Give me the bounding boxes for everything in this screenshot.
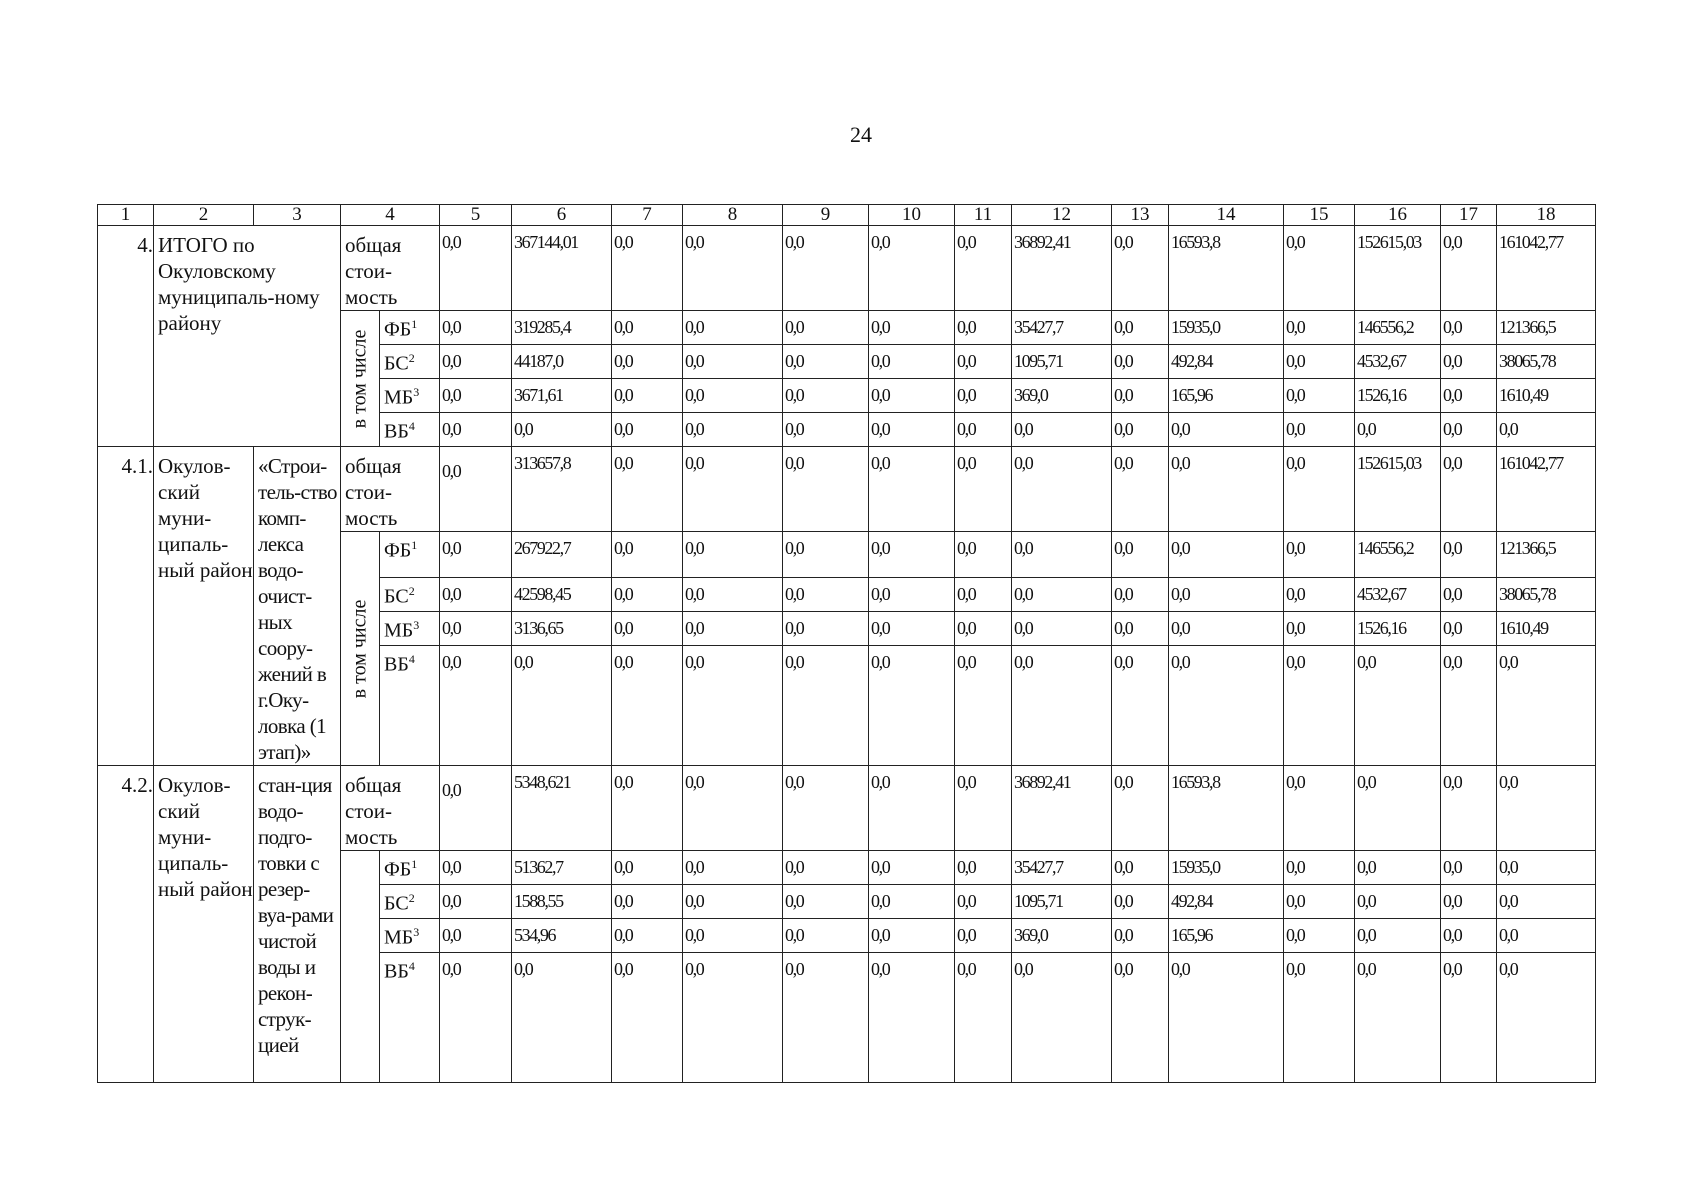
funding-source-label: [380, 345, 440, 379]
total-cost-label: общая стои-мость: [341, 226, 440, 311]
source-value: 1610,49: [1497, 379, 1596, 413]
column-number: 18: [1497, 205, 1596, 226]
column-number: 2: [154, 205, 254, 226]
source-value: 0,0: [1355, 413, 1441, 447]
total-value: 0,0: [683, 447, 783, 532]
source-value: 1526,16: [1355, 379, 1441, 413]
source-value: 0,0: [612, 379, 683, 413]
footnote-marker: 3: [413, 618, 420, 632]
footnote-marker: 3: [413, 925, 420, 939]
source-value: 38065,78: [1497, 345, 1596, 379]
source-value: 0,0: [683, 578, 783, 612]
funding-source-code: ВБ: [384, 420, 409, 443]
project-name: «Строи-тель-ство комп-лекса водо-очист-ных соору-жений в г.Оку-ловка (1 этап)»: [254, 447, 341, 766]
source-value: 0,0: [955, 578, 1012, 612]
source-value: 15935,0: [1169, 311, 1284, 345]
total-value: 0,0: [869, 447, 955, 532]
total-value: 0,0: [440, 226, 512, 311]
funding-source-code: ВБ: [384, 960, 409, 983]
column-number: 12: [1012, 205, 1112, 226]
source-value: 0,0: [1284, 851, 1355, 885]
source-value: 0,0: [1441, 532, 1497, 578]
source-value: 0,0: [1169, 578, 1284, 612]
total-value: 0,0: [1112, 766, 1169, 851]
total-cost-label: общая стои-мость: [341, 766, 440, 851]
table-body: [98, 205, 1596, 1083]
funding-source-label: [380, 532, 440, 578]
source-value: 0,0: [1012, 532, 1112, 578]
source-value: 0,0: [1112, 646, 1169, 766]
source-value: 0,0: [683, 612, 783, 646]
source-value: 0,0: [1012, 612, 1112, 646]
total-value: 0,0: [612, 766, 683, 851]
source-value: 0,0: [955, 953, 1012, 1083]
footnote-marker: 2: [408, 584, 415, 598]
budget-table: [97, 204, 1596, 1083]
total-value: 367144,01: [512, 226, 612, 311]
source-value: 0,0: [1497, 413, 1596, 447]
source-value: 0,0: [1441, 851, 1497, 885]
source-value: 0,0: [1112, 612, 1169, 646]
source-value: 0,0: [1284, 379, 1355, 413]
source-value: 0,0: [440, 413, 512, 447]
funding-source-code: ФБ: [384, 858, 412, 881]
source-value: 0,0: [683, 919, 783, 953]
total-value: 0,0: [1012, 447, 1112, 532]
source-value: 0,0: [1497, 953, 1596, 1083]
source-value: 4532,67: [1355, 345, 1441, 379]
source-value: 0,0: [683, 379, 783, 413]
source-value: 0,0: [1355, 919, 1441, 953]
total-value: 0,0: [783, 766, 869, 851]
total-value: 0,0: [440, 766, 512, 851]
source-value: 0,0: [1169, 413, 1284, 447]
source-value: 0,0: [1284, 919, 1355, 953]
source-value: 0,0: [1112, 532, 1169, 578]
source-value: 0,0: [512, 646, 612, 766]
total-value: 161042,77: [1497, 447, 1596, 532]
footnote-marker: 1: [411, 317, 418, 331]
source-value: 0,0: [1169, 532, 1284, 578]
source-value: 0,0: [1284, 345, 1355, 379]
source-value: 0,0: [1441, 578, 1497, 612]
funding-source-label: [380, 953, 440, 1083]
source-value: 0,0: [955, 413, 1012, 447]
total-value: 0,0: [955, 226, 1012, 311]
column-number: 7: [612, 205, 683, 226]
source-value: 0,0: [869, 885, 955, 919]
funding-source-label: [380, 885, 440, 919]
source-value: 0,0: [1112, 919, 1169, 953]
total-value: 0,0: [1355, 766, 1441, 851]
source-value: 534,96: [512, 919, 612, 953]
municipality-name: Окулов-ский муни-ципаль-ный район: [154, 447, 254, 766]
source-value: 0,0: [869, 953, 955, 1083]
funding-source-code: БС: [384, 892, 409, 915]
source-value: 0,0: [1497, 646, 1596, 766]
total-value: 0,0: [683, 226, 783, 311]
column-number: 17: [1441, 205, 1497, 226]
source-value: 121366,5: [1497, 311, 1596, 345]
source-value: 0,0: [1441, 379, 1497, 413]
municipality-name: ИТОГО по Окуловскому муниципаль-ному району: [154, 226, 341, 447]
total-value: 0,0: [783, 226, 869, 311]
column-number: 6: [512, 205, 612, 226]
source-value: 0,0: [1112, 851, 1169, 885]
total-value: 0,0: [1169, 447, 1284, 532]
source-value: 0,0: [869, 345, 955, 379]
source-value: 165,96: [1169, 919, 1284, 953]
source-value: 4532,67: [1355, 578, 1441, 612]
source-value: 0,0: [683, 413, 783, 447]
section-total-row: [98, 226, 1596, 311]
footnote-marker: 4: [408, 959, 415, 973]
total-value: 0,0: [1284, 766, 1355, 851]
source-value: 492,84: [1169, 345, 1284, 379]
source-value: 0,0: [783, 612, 869, 646]
source-value: 0,0: [783, 311, 869, 345]
including-label: в том числе: [348, 599, 371, 698]
including-label-cell: [341, 311, 380, 447]
source-value: 0,0: [783, 379, 869, 413]
source-value: 0,0: [512, 953, 612, 1083]
source-value: 1095,71: [1012, 345, 1112, 379]
section-number: 4.: [98, 226, 154, 447]
source-value: 0,0: [440, 311, 512, 345]
source-value: 267922,7: [512, 532, 612, 578]
source-value: 0,0: [440, 345, 512, 379]
source-value: 0,0: [512, 413, 612, 447]
total-value: 16593,8: [1169, 226, 1284, 311]
source-value: 0,0: [955, 612, 1012, 646]
source-value: 0,0: [1441, 919, 1497, 953]
source-value: 0,0: [612, 612, 683, 646]
total-value: 0,0: [683, 766, 783, 851]
funding-source-code: МБ: [384, 619, 414, 642]
total-value: 0,0: [955, 447, 1012, 532]
source-value: 0,0: [783, 532, 869, 578]
column-number: 9: [783, 205, 869, 226]
source-value: 0,0: [612, 953, 683, 1083]
source-value: 0,0: [683, 646, 783, 766]
source-value: 0,0: [1441, 885, 1497, 919]
source-value: 0,0: [955, 885, 1012, 919]
funding-source-code: БС: [384, 585, 409, 608]
source-value: 0,0: [1441, 612, 1497, 646]
source-value: 0,0: [955, 379, 1012, 413]
total-cost-label: общая стои-мость: [341, 447, 440, 532]
funding-source-label: [380, 413, 440, 447]
source-value: 0,0: [1012, 413, 1112, 447]
funding-source-label: [380, 379, 440, 413]
source-value: 44187,0: [512, 345, 612, 379]
total-value: 0,0: [1497, 766, 1596, 851]
source-value: 0,0: [440, 953, 512, 1083]
funding-source-code: ФБ: [384, 318, 412, 341]
footnote-marker: 2: [408, 891, 415, 905]
column-number: 5: [440, 205, 512, 226]
funding-source-code: МБ: [384, 386, 414, 409]
source-value: 0,0: [1497, 919, 1596, 953]
source-value: 492,84: [1169, 885, 1284, 919]
total-value: 0,0: [783, 447, 869, 532]
source-value: 0,0: [440, 885, 512, 919]
source-value: 0,0: [1497, 885, 1596, 919]
including-label-cell: [341, 851, 380, 1083]
section-number: 4.2.: [98, 766, 154, 1083]
source-value: 0,0: [683, 851, 783, 885]
funding-source-label: [380, 311, 440, 345]
including-label-cell: [341, 532, 380, 766]
source-value: 0,0: [1012, 646, 1112, 766]
funding-source-label: [380, 646, 440, 766]
source-value: 0,0: [1284, 413, 1355, 447]
column-number: 15: [1284, 205, 1355, 226]
source-value: 0,0: [612, 919, 683, 953]
source-value: 0,0: [869, 379, 955, 413]
source-value: 0,0: [1112, 311, 1169, 345]
source-value: 369,0: [1012, 379, 1112, 413]
source-value: 0,0: [1284, 532, 1355, 578]
column-number: 16: [1355, 205, 1441, 226]
source-value: 0,0: [955, 919, 1012, 953]
source-value: 0,0: [869, 578, 955, 612]
source-value: 1610,49: [1497, 612, 1596, 646]
source-value: 0,0: [1112, 578, 1169, 612]
source-value: 0,0: [783, 953, 869, 1083]
source-value: 369,0: [1012, 919, 1112, 953]
source-value: 0,0: [1497, 851, 1596, 885]
project-name: стан-ция водо-подго-товки с резер-вуа-рами чистой воды и рекон-струк-цией: [254, 766, 341, 1083]
source-value: 0,0: [1112, 345, 1169, 379]
total-value: 0,0: [612, 226, 683, 311]
footnote-marker: 4: [408, 419, 415, 433]
total-value: 0,0: [869, 766, 955, 851]
total-value: 36892,41: [1012, 766, 1112, 851]
source-value: 51362,7: [512, 851, 612, 885]
source-value: 0,0: [1012, 578, 1112, 612]
source-value: 0,0: [1012, 953, 1112, 1083]
column-number: 10: [869, 205, 955, 226]
source-value: 0,0: [869, 919, 955, 953]
source-value: 0,0: [869, 532, 955, 578]
total-value: 0,0: [1284, 447, 1355, 532]
source-value: 0,0: [612, 345, 683, 379]
source-value: 0,0: [869, 851, 955, 885]
funding-source-code: МБ: [384, 926, 414, 949]
source-value: 1588,55: [512, 885, 612, 919]
source-value: 0,0: [869, 311, 955, 345]
source-value: 0,0: [1355, 885, 1441, 919]
footnote-marker: 2: [408, 351, 415, 365]
source-value: 0,0: [612, 532, 683, 578]
column-number-row: [98, 205, 1596, 226]
source-value: 42598,45: [512, 578, 612, 612]
total-value: 0,0: [612, 447, 683, 532]
column-number: 1: [98, 205, 154, 226]
funding-source-code: БС: [384, 352, 409, 375]
column-number: 4: [341, 205, 440, 226]
column-number: 14: [1169, 205, 1284, 226]
column-number: 8: [683, 205, 783, 226]
source-value: 0,0: [1441, 953, 1497, 1083]
source-value: 0,0: [1169, 953, 1284, 1083]
source-value: 0,0: [783, 646, 869, 766]
total-value: 5348,621: [512, 766, 612, 851]
source-value: 0,0: [955, 851, 1012, 885]
total-value: 313657,8: [512, 447, 612, 532]
source-value: 0,0: [1112, 953, 1169, 1083]
source-value: 0,0: [440, 851, 512, 885]
source-value: 0,0: [1112, 885, 1169, 919]
column-number: 13: [1112, 205, 1169, 226]
including-label: в том числе: [348, 329, 371, 428]
source-value: 0,0: [1284, 885, 1355, 919]
total-value: 36892,41: [1012, 226, 1112, 311]
source-value: 3671,61: [512, 379, 612, 413]
source-value: 0,0: [440, 578, 512, 612]
source-value: 1526,16: [1355, 612, 1441, 646]
funding-source-label: [380, 612, 440, 646]
source-value: 0,0: [683, 953, 783, 1083]
funding-source-label: [380, 578, 440, 612]
source-value: 0,0: [955, 532, 1012, 578]
total-value: 0,0: [1112, 226, 1169, 311]
funding-source-label: [380, 851, 440, 885]
section-total-row: [98, 766, 1596, 851]
source-value: 0,0: [683, 345, 783, 379]
total-value: 152615,03: [1355, 447, 1441, 532]
funding-source-code: ВБ: [384, 653, 409, 676]
source-value: 0,0: [612, 851, 683, 885]
source-value: 0,0: [683, 311, 783, 345]
total-value: 0,0: [869, 226, 955, 311]
source-value: 0,0: [955, 646, 1012, 766]
total-value: 0,0: [1112, 447, 1169, 532]
source-value: 146556,2: [1355, 532, 1441, 578]
source-value: 0,0: [1441, 345, 1497, 379]
source-value: 0,0: [1441, 646, 1497, 766]
source-value: 0,0: [440, 379, 512, 413]
source-value: 0,0: [1284, 953, 1355, 1083]
total-value: 161042,77: [1497, 226, 1596, 311]
source-value: 0,0: [1441, 413, 1497, 447]
source-value: 0,0: [1284, 311, 1355, 345]
source-value: 0,0: [1284, 612, 1355, 646]
column-number: 3: [254, 205, 341, 226]
footnote-marker: 3: [413, 385, 420, 399]
source-value: 0,0: [1112, 379, 1169, 413]
source-value: 0,0: [440, 612, 512, 646]
municipality-name: Окулов-ский муни-ципаль-ный район: [154, 766, 254, 1083]
source-value: 0,0: [612, 646, 683, 766]
source-value: 0,0: [783, 413, 869, 447]
source-value: 0,0: [440, 646, 512, 766]
funding-source-code: ФБ: [384, 539, 412, 562]
total-value: 0,0: [1441, 766, 1497, 851]
source-value: 0,0: [783, 578, 869, 612]
source-value: 0,0: [1284, 578, 1355, 612]
source-value: 0,0: [869, 646, 955, 766]
source-value: 0,0: [440, 919, 512, 953]
footnote-marker: 1: [411, 538, 418, 552]
footnote-marker: 1: [411, 857, 418, 871]
section-number: 4.1.: [98, 447, 154, 766]
source-value: 0,0: [1441, 311, 1497, 345]
source-value: 0,0: [1355, 851, 1441, 885]
source-value: 0,0: [612, 578, 683, 612]
source-value: 319285,4: [512, 311, 612, 345]
source-value: 0,0: [683, 532, 783, 578]
source-value: 0,0: [783, 345, 869, 379]
column-number: 11: [955, 205, 1012, 226]
total-value: 0,0: [1441, 447, 1497, 532]
source-value: 3136,65: [512, 612, 612, 646]
source-value: 0,0: [612, 885, 683, 919]
funding-source-label: [380, 919, 440, 953]
total-value: 0,0: [440, 447, 512, 532]
source-value: 121366,5: [1497, 532, 1596, 578]
source-value: 0,0: [869, 413, 955, 447]
source-value: 35427,7: [1012, 851, 1112, 885]
source-value: 0,0: [1355, 646, 1441, 766]
source-value: 0,0: [1355, 953, 1441, 1083]
source-value: 0,0: [440, 532, 512, 578]
source-value: 0,0: [1112, 413, 1169, 447]
source-value: 0,0: [955, 345, 1012, 379]
source-value: 0,0: [1169, 646, 1284, 766]
source-value: 1095,71: [1012, 885, 1112, 919]
total-value: 16593,8: [1169, 766, 1284, 851]
source-value: 165,96: [1169, 379, 1284, 413]
source-value: 0,0: [783, 919, 869, 953]
source-value: 0,0: [683, 885, 783, 919]
source-value: 0,0: [1169, 612, 1284, 646]
source-value: 146556,2: [1355, 311, 1441, 345]
source-value: 0,0: [869, 612, 955, 646]
source-value: 0,0: [783, 885, 869, 919]
source-value: 0,0: [783, 851, 869, 885]
source-value: 0,0: [612, 311, 683, 345]
total-value: 0,0: [1441, 226, 1497, 311]
source-value: 0,0: [955, 311, 1012, 345]
total-value: 0,0: [955, 766, 1012, 851]
source-value: 0,0: [612, 413, 683, 447]
source-value: 0,0: [1284, 646, 1355, 766]
footnote-marker: 4: [408, 652, 415, 666]
source-value: 15935,0: [1169, 851, 1284, 885]
total-value: 0,0: [1284, 226, 1355, 311]
page-number: 24: [850, 122, 872, 147]
source-value: 35427,7: [1012, 311, 1112, 345]
source-value: 38065,78: [1497, 578, 1596, 612]
total-value: 152615,03: [1355, 226, 1441, 311]
section-total-row: [98, 447, 1596, 532]
